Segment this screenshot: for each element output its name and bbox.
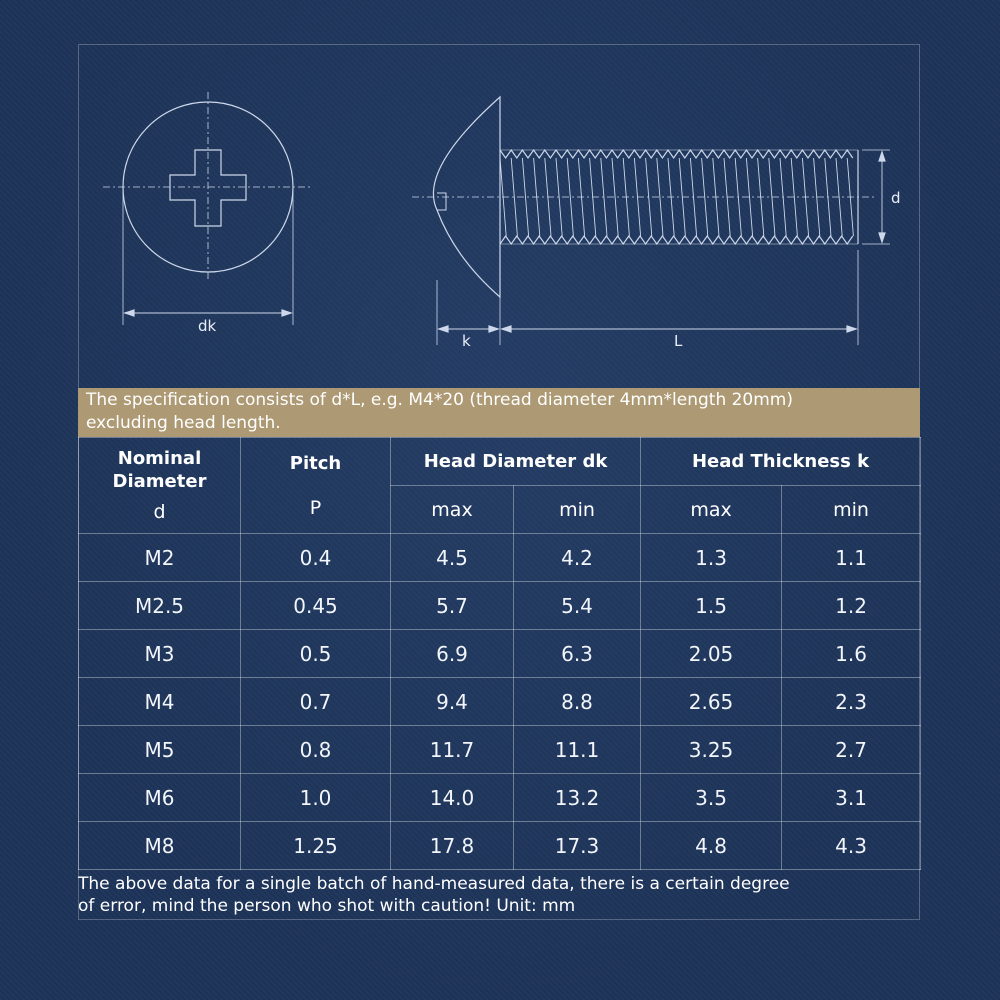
cell-k-min: 2.7 — [782, 726, 921, 774]
cell-nominal: M6 — [79, 774, 241, 822]
cell-pitch: 0.5 — [241, 630, 391, 678]
cell-dk-min: 17.3 — [514, 822, 641, 870]
dk-label: dk — [198, 317, 217, 335]
cell-dk-min: 8.8 — [514, 678, 641, 726]
cell-k-max: 2.05 — [641, 630, 782, 678]
cell-dk-min: 13.2 — [514, 774, 641, 822]
d-label: d — [891, 189, 901, 207]
cell-k-max: 1.5 — [641, 582, 782, 630]
specification-banner — [78, 388, 920, 437]
footnote-line1: The above data for a single batch of hand-measured data, there is a certain degree — [78, 874, 790, 894]
thread-bottom-zigzag — [500, 236, 853, 244]
table-row — [79, 726, 921, 774]
thread-flank-line — [690, 158, 696, 236]
thread-flank-line — [780, 158, 786, 236]
screw-technical-drawing — [0, 0, 1000, 390]
cell-dk-max: 6.9 — [391, 630, 514, 678]
cell-dk-max: 14.0 — [391, 774, 514, 822]
header-head-diameter: Head Diameter dk — [391, 438, 641, 486]
cell-k-max: 1.3 — [641, 534, 782, 582]
table-row — [79, 582, 921, 630]
cell-k-max: 2.65 — [641, 678, 782, 726]
k-arrow-left — [439, 326, 448, 332]
measurement-footnote — [78, 873, 928, 917]
cell-pitch: 0.4 — [241, 534, 391, 582]
subheader-dk-max: max — [391, 486, 514, 534]
d-arrow-bottom — [879, 233, 885, 242]
table-row — [79, 678, 921, 726]
cell-dk-max: 17.8 — [391, 822, 514, 870]
cell-dk-min: 6.3 — [514, 630, 641, 678]
cell-dk-min: 11.1 — [514, 726, 641, 774]
thread-flank-line — [601, 158, 607, 236]
header-nominal-line1: Nominal — [117, 448, 202, 469]
spec-note-line2: excluding head length. — [86, 413, 281, 433]
cell-k-max: 4.8 — [641, 822, 782, 870]
cell-dk-max: 4.5 — [391, 534, 514, 582]
header-pitch — [241, 438, 391, 534]
cell-k-min: 2.3 — [782, 678, 921, 726]
cell-dk-min: 4.2 — [514, 534, 641, 582]
spec-note-line1: The specification consists of d*L, e.g. M4*20 (thread diameter 4mm*length 20mm) — [86, 390, 794, 410]
dk-arrow-left — [125, 310, 134, 316]
header-pitch-label: Pitch — [289, 452, 342, 474]
table-header-row — [79, 438, 921, 486]
subheader-k-min: min — [782, 486, 921, 534]
cell-pitch: 0.7 — [241, 678, 391, 726]
cell-pitch: 0.45 — [241, 582, 391, 630]
cell-dk-max: 9.4 — [391, 678, 514, 726]
cell-pitch: 0.8 — [241, 726, 391, 774]
cell-pitch: 1.0 — [241, 774, 391, 822]
header-pitch-symbol: P — [309, 496, 322, 519]
cell-nominal: M2 — [79, 534, 241, 582]
d-arrow-top — [879, 152, 885, 161]
thread-flank-line — [825, 158, 831, 236]
cell-k-min: 1.6 — [782, 630, 921, 678]
thread-flank-line — [735, 158, 741, 236]
cell-pitch: 1.25 — [241, 822, 391, 870]
cell-nominal: M4 — [79, 678, 241, 726]
table-row — [79, 822, 921, 870]
thread-flank-line — [556, 158, 562, 236]
screw-spec-table — [78, 437, 921, 870]
thread-top-zigzag — [500, 150, 853, 158]
table-row — [79, 534, 921, 582]
subheader-dk-min: min — [514, 486, 641, 534]
cell-k-max: 3.5 — [641, 774, 782, 822]
cell-dk-min: 5.4 — [514, 582, 641, 630]
cell-nominal: M3 — [79, 630, 241, 678]
footnote-line2: of error, mind the person who shot with caution! Unit: mm — [78, 896, 576, 916]
cell-nominal: M8 — [79, 822, 241, 870]
k-label: k — [462, 332, 471, 350]
header-nominal-line2: Diameter — [112, 471, 207, 492]
header-head-thickness: Head Thickness k — [641, 438, 921, 486]
dk-arrow-right — [282, 310, 291, 316]
cell-nominal: M5 — [79, 726, 241, 774]
table-row — [79, 774, 921, 822]
cell-k-min: 1.1 — [782, 534, 921, 582]
header-nominal-symbol: d — [153, 501, 166, 523]
L-arrow-left — [502, 326, 511, 332]
thread-flank-line — [646, 158, 652, 236]
cell-nominal: M2.5 — [79, 582, 241, 630]
header-nominal-diameter — [79, 438, 241, 534]
cell-dk-max: 11.7 — [391, 726, 514, 774]
cell-dk-max: 5.7 — [391, 582, 514, 630]
k-arrow-right — [489, 326, 498, 332]
L-arrow-right — [847, 326, 856, 332]
head-slot — [437, 193, 446, 210]
cell-k-min: 4.3 — [782, 822, 921, 870]
cell-k-max: 3.25 — [641, 726, 782, 774]
table-row — [79, 630, 921, 678]
L-label: L — [674, 332, 683, 350]
cell-k-min: 3.1 — [782, 774, 921, 822]
subheader-k-max: max — [641, 486, 782, 534]
cell-k-min: 1.2 — [782, 582, 921, 630]
table-body — [79, 534, 921, 870]
